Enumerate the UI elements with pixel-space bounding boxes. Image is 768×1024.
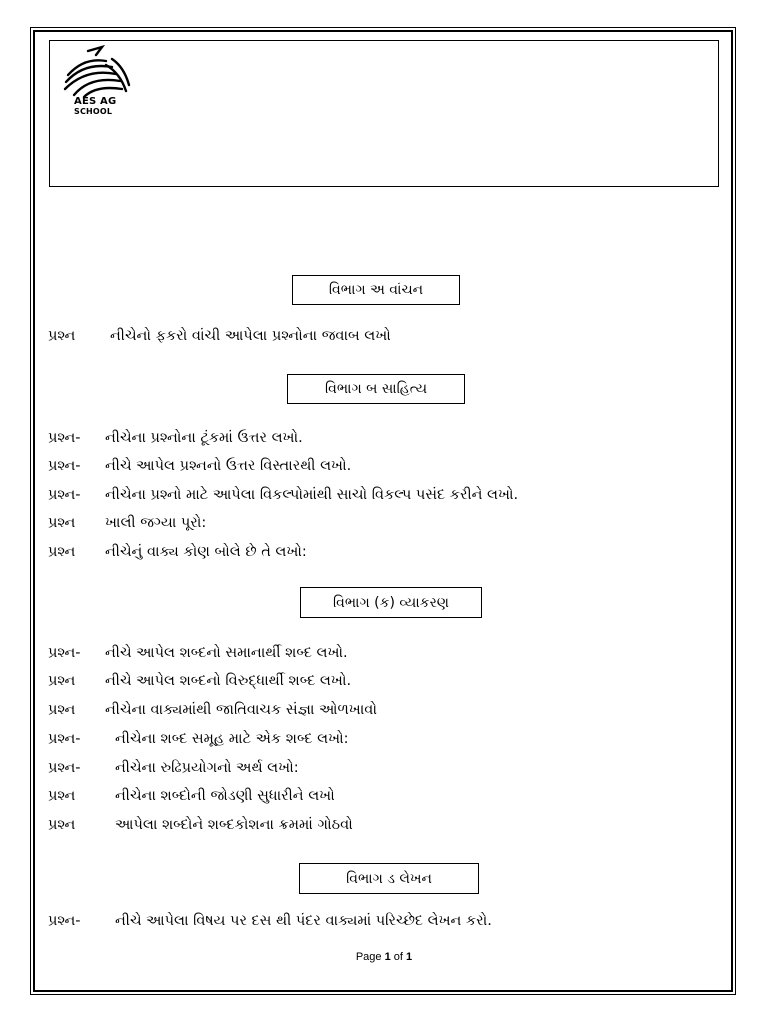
question-text: ખાલી જગ્યા પૂરો: (105, 515, 207, 531)
question-label: પ્રશ્ન (48, 702, 76, 718)
question-text: નીચેના શબ્દ સમૂહ માટે એક શબ્દ લખો: (115, 731, 349, 747)
question-text: નીચેના વાક્યમાંથી જાતિવાચક સંજ્ઞા ઓળખાવો (105, 702, 377, 718)
section-heading-writing: વિભાગ ડ લેખન (299, 863, 479, 894)
question-text: નીચે આપેલ શબ્દનો વિરુદ્ધાર્થી શબ્દ લખો. (105, 673, 352, 689)
section-heading-literature: વિભાગ બ સાહિત્ય (287, 374, 465, 404)
question-label: પ્રશ્ન- (48, 913, 81, 929)
footer-of: of (393, 951, 403, 963)
question-label: પ્રશ્ન (48, 788, 76, 804)
question-label: પ્રશ્ન- (48, 487, 81, 503)
footer-total-pages: 1 (406, 951, 413, 963)
footer-prefix: Page (355, 951, 382, 963)
section-heading-grammar: વિભાગ (ક) વ્યાકરણ (300, 587, 482, 618)
question-text: નીચેના શબ્દોની જોડણી સુધારીને લખો (115, 788, 335, 804)
question-text: નીચે આપેલ શબ્દનો સમાનાર્થી શબ્દ લખો. (105, 645, 348, 661)
page-footer (0, 951, 768, 963)
question-label: પ્રશ્ન (48, 673, 76, 689)
question-text: નીચેના પ્રશ્નો માટે આપેલા વિકલ્પોમાંથી સાચો વિકલ્પ પસંદ કરીને લખો. (105, 487, 519, 503)
question-label: પ્રશ્ન- (48, 645, 81, 661)
question-text: નીચે આપેલા વિષય પર દસ થી પંદર વાક્યમાં પરિચ્છેદ લેખન કરો. (115, 913, 492, 929)
header-box (49, 40, 719, 187)
question-text: નીચેના રુઢિપ્રયોગનો અર્થ લખો: (115, 760, 299, 776)
question-text: નીચેના પ્રશ્નોના ટૂંકમાં ઉત્તર લખો. (105, 430, 303, 446)
school-logo-text (74, 97, 116, 117)
question-label: પ્રશ્ન- (48, 731, 81, 747)
question-text: નીચે આપેલ પ્રશ્નનો ઉત્તર વિસ્તારથી લખો. (105, 458, 352, 474)
question-label: પ્રશ્ન- (48, 458, 81, 474)
question-text: નીચેનો ફકરો વાંચી આપેલા પ્રશ્નોના જવાબ લખો (110, 328, 391, 344)
footer-current-page: 1 (384, 951, 391, 963)
question-label: પ્રશ્ન (48, 515, 76, 531)
question-label: પ્રશ્ન (48, 817, 76, 833)
question-label: પ્રશ્ન- (48, 760, 81, 776)
question-label: પ્રશ્ન- (48, 430, 81, 446)
question-text: આપેલા શબ્દોને શબ્દકોશના ક્રમમાં ગોઠવો (115, 817, 353, 833)
logo-line-2: SCHOOL (74, 107, 113, 116)
section-heading-reading: વિભાગ અ વાંચન (292, 275, 460, 305)
question-label: પ્રશ્ન (48, 544, 76, 560)
question-text: નીચેનું વાક્ય કોણ બોલે છે તે લખો: (105, 544, 307, 560)
question-label: પ્રશ્ન (48, 328, 76, 344)
logo-line-1: AES AG (74, 96, 117, 107)
